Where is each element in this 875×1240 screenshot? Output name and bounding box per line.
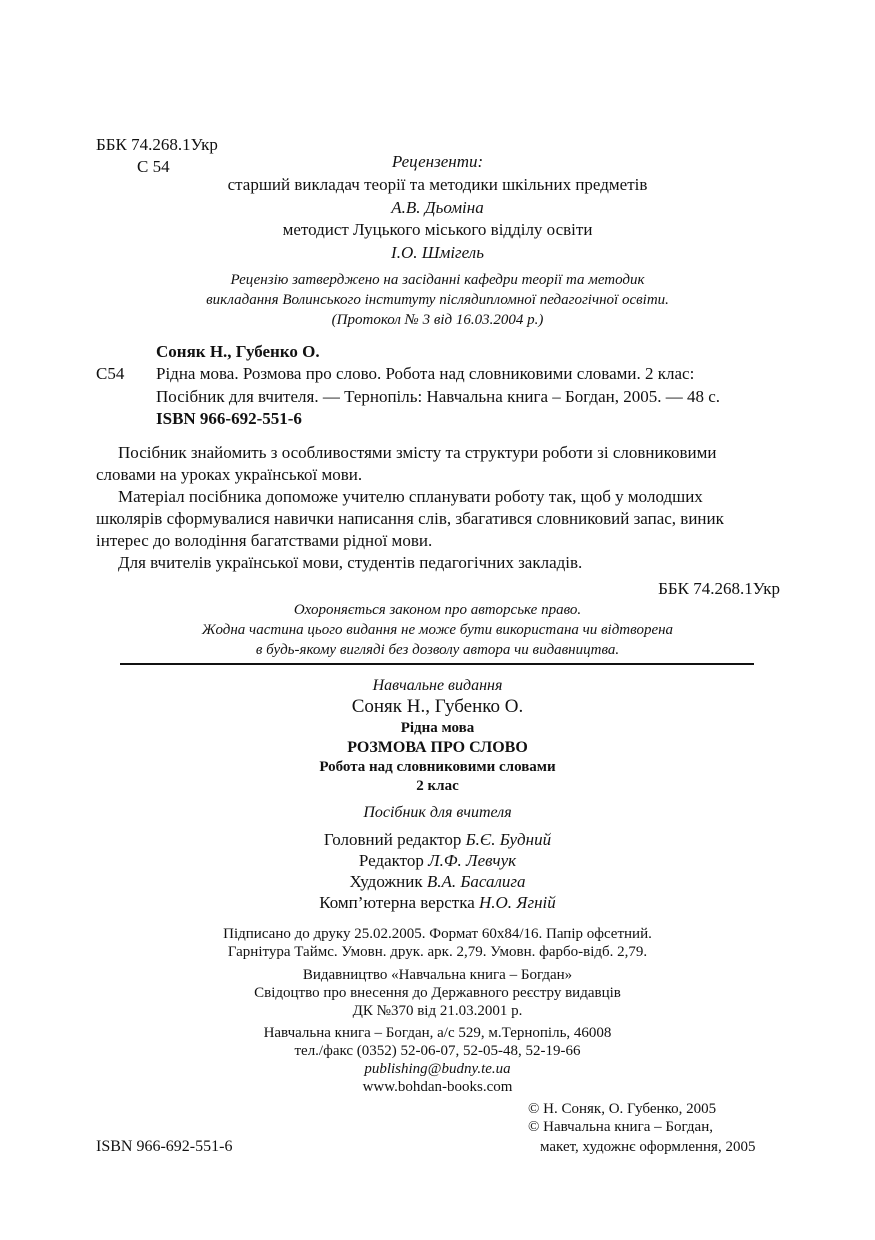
layout-role: Комп’ютерна верстка xyxy=(319,893,475,912)
imprint-subject: Рідна мова xyxy=(400,720,475,736)
print-details-line-1: Підписано до друку 25.02.2005. Формат 60x84/16. Папір офсетний. xyxy=(223,926,652,942)
approval-line-1: Рецензію затверджено на засіданні кафедри теорії та методик xyxy=(230,272,645,288)
publisher-email: publishing@budny.te.ua xyxy=(364,1061,511,1077)
reviewer-1-name: А.В. Дьоміна xyxy=(391,198,484,217)
annotation-p1-line-2: словами на уроках української мови. xyxy=(96,465,363,484)
annotation-p3-line-1: Для вчителів української мови, студентів педагогічних закладів. xyxy=(118,553,583,572)
editor-name: Л.Ф. Левчук xyxy=(428,851,517,870)
layout-name: Н.О. Ягній xyxy=(479,893,556,912)
approval-line-3: (Протокол № 3 від 16.03.2004 р.) xyxy=(331,312,544,328)
citation-line-2: Посібник для вчителя. — Тернопіль: Навчальна книга – Богдан, 2005. — 48 с. xyxy=(156,387,721,406)
reviewer-2-position: методист Луцького міського відділу освіти xyxy=(282,220,593,239)
copyright-publisher: © Навчальна книга – Богдан, xyxy=(528,1119,713,1135)
imprint-editor xyxy=(0,852,875,869)
chief-editor-role: Головний редактор xyxy=(323,830,462,849)
imprint-audience: Посібник для вчителя xyxy=(363,804,512,821)
citation-line-1: Рідна мова. Розмова про слово. Робота над словниковими словами. 2 клас: xyxy=(156,364,695,383)
artist-role: Художник xyxy=(349,872,423,891)
editor-role: Редактор xyxy=(358,851,424,870)
reviewer-1-position: старший викладач теорії та методики шкільних предметів xyxy=(227,175,648,194)
divider-rule xyxy=(120,663,754,665)
annotation-p2-line-3: інтерес до володіння багатствами рідної мови. xyxy=(96,531,433,550)
citation-authors: Соняк Н., Губенко О. xyxy=(156,342,320,361)
reviewer-2-name: І.О. Шмігель xyxy=(391,243,484,262)
footer-isbn: ISBN 966-692-551-6 xyxy=(96,1138,233,1155)
annotation-p1-line-1: Посібник знайомить з особливостями змісту та структури роботи зі словниковими xyxy=(118,443,717,462)
publisher-line-1: Видавництво «Навчальна книга – Богдан» xyxy=(302,967,573,983)
copyright-layout: макет, художнє оформлення, 2005 xyxy=(540,1139,756,1155)
citation-code: С54 xyxy=(96,364,125,383)
copyright-notice-line-3: в будь-якому вигляді без дозволу автора чи видавництва. xyxy=(255,642,620,658)
print-details-line-2: Гарнітура Таймс. Умовн. друк. арк. 2,79. Умовн. фарбо-відб. 2,79. xyxy=(227,944,648,960)
copyright-notice-line-1: Охороняється законом про авторське право. xyxy=(293,602,582,618)
chief-editor-name: Б.Є. Будний xyxy=(465,830,552,849)
annotation-p2-line-2: школярів сформувалися навички написання слів, збагатився словниковий запас, виник xyxy=(96,509,724,528)
annotation-p2-line-1: Матеріал посібника допоможе учителю спланувати роботу так, щоб у молодших xyxy=(118,487,703,506)
reviewers-title: Рецензенти: xyxy=(391,152,484,171)
copyright-authors: © Н. Соняк, О. Губенко, 2005 xyxy=(528,1101,717,1117)
citation-isbn: ISBN 966-692-551-6 xyxy=(156,409,302,428)
imprint-type: Навчальне видання xyxy=(372,677,503,694)
imprint-artist xyxy=(0,873,875,890)
bbk-index: ББК 74.268.1Укр xyxy=(96,135,218,154)
publisher-line-2: Свідоцтво про внесення до Державного реєстру видавців xyxy=(254,985,621,1001)
publisher-line-3: ДК №370 від 21.03.2001 р. xyxy=(352,1003,523,1019)
imprint-chief-editor xyxy=(0,831,875,848)
author-code: С 54 xyxy=(137,157,170,176)
imprint-authors: Соняк Н., Губенко О. xyxy=(351,696,524,717)
imprint-grade: 2 клас xyxy=(416,778,459,794)
annotation-bbk: ББК 74.268.1Укр xyxy=(658,579,780,598)
artist-name: В.А. Басалига xyxy=(426,872,526,891)
publisher-phone: тел./факс (0352) 52-06-07, 52-05-48, 52-19-66 xyxy=(294,1043,581,1059)
approval-line-2: викладання Волинського інституту післядипломної педагогічної освіти. xyxy=(206,292,669,308)
imprint-title: РОЗМОВА ПРО СЛОВО xyxy=(347,739,528,756)
copyright-notice-line-2: Жодна частина цього видання не може бути використана чи відтворена xyxy=(201,622,674,638)
imprint-subtitle: Робота над словниковими словами xyxy=(319,759,556,775)
publisher-website: www.bohdan-books.com xyxy=(362,1079,513,1095)
publisher-address: Навчальна книга – Богдан, а/с 529, м.Тернопіль, 46008 xyxy=(263,1025,612,1041)
imprint-layout xyxy=(0,894,875,911)
